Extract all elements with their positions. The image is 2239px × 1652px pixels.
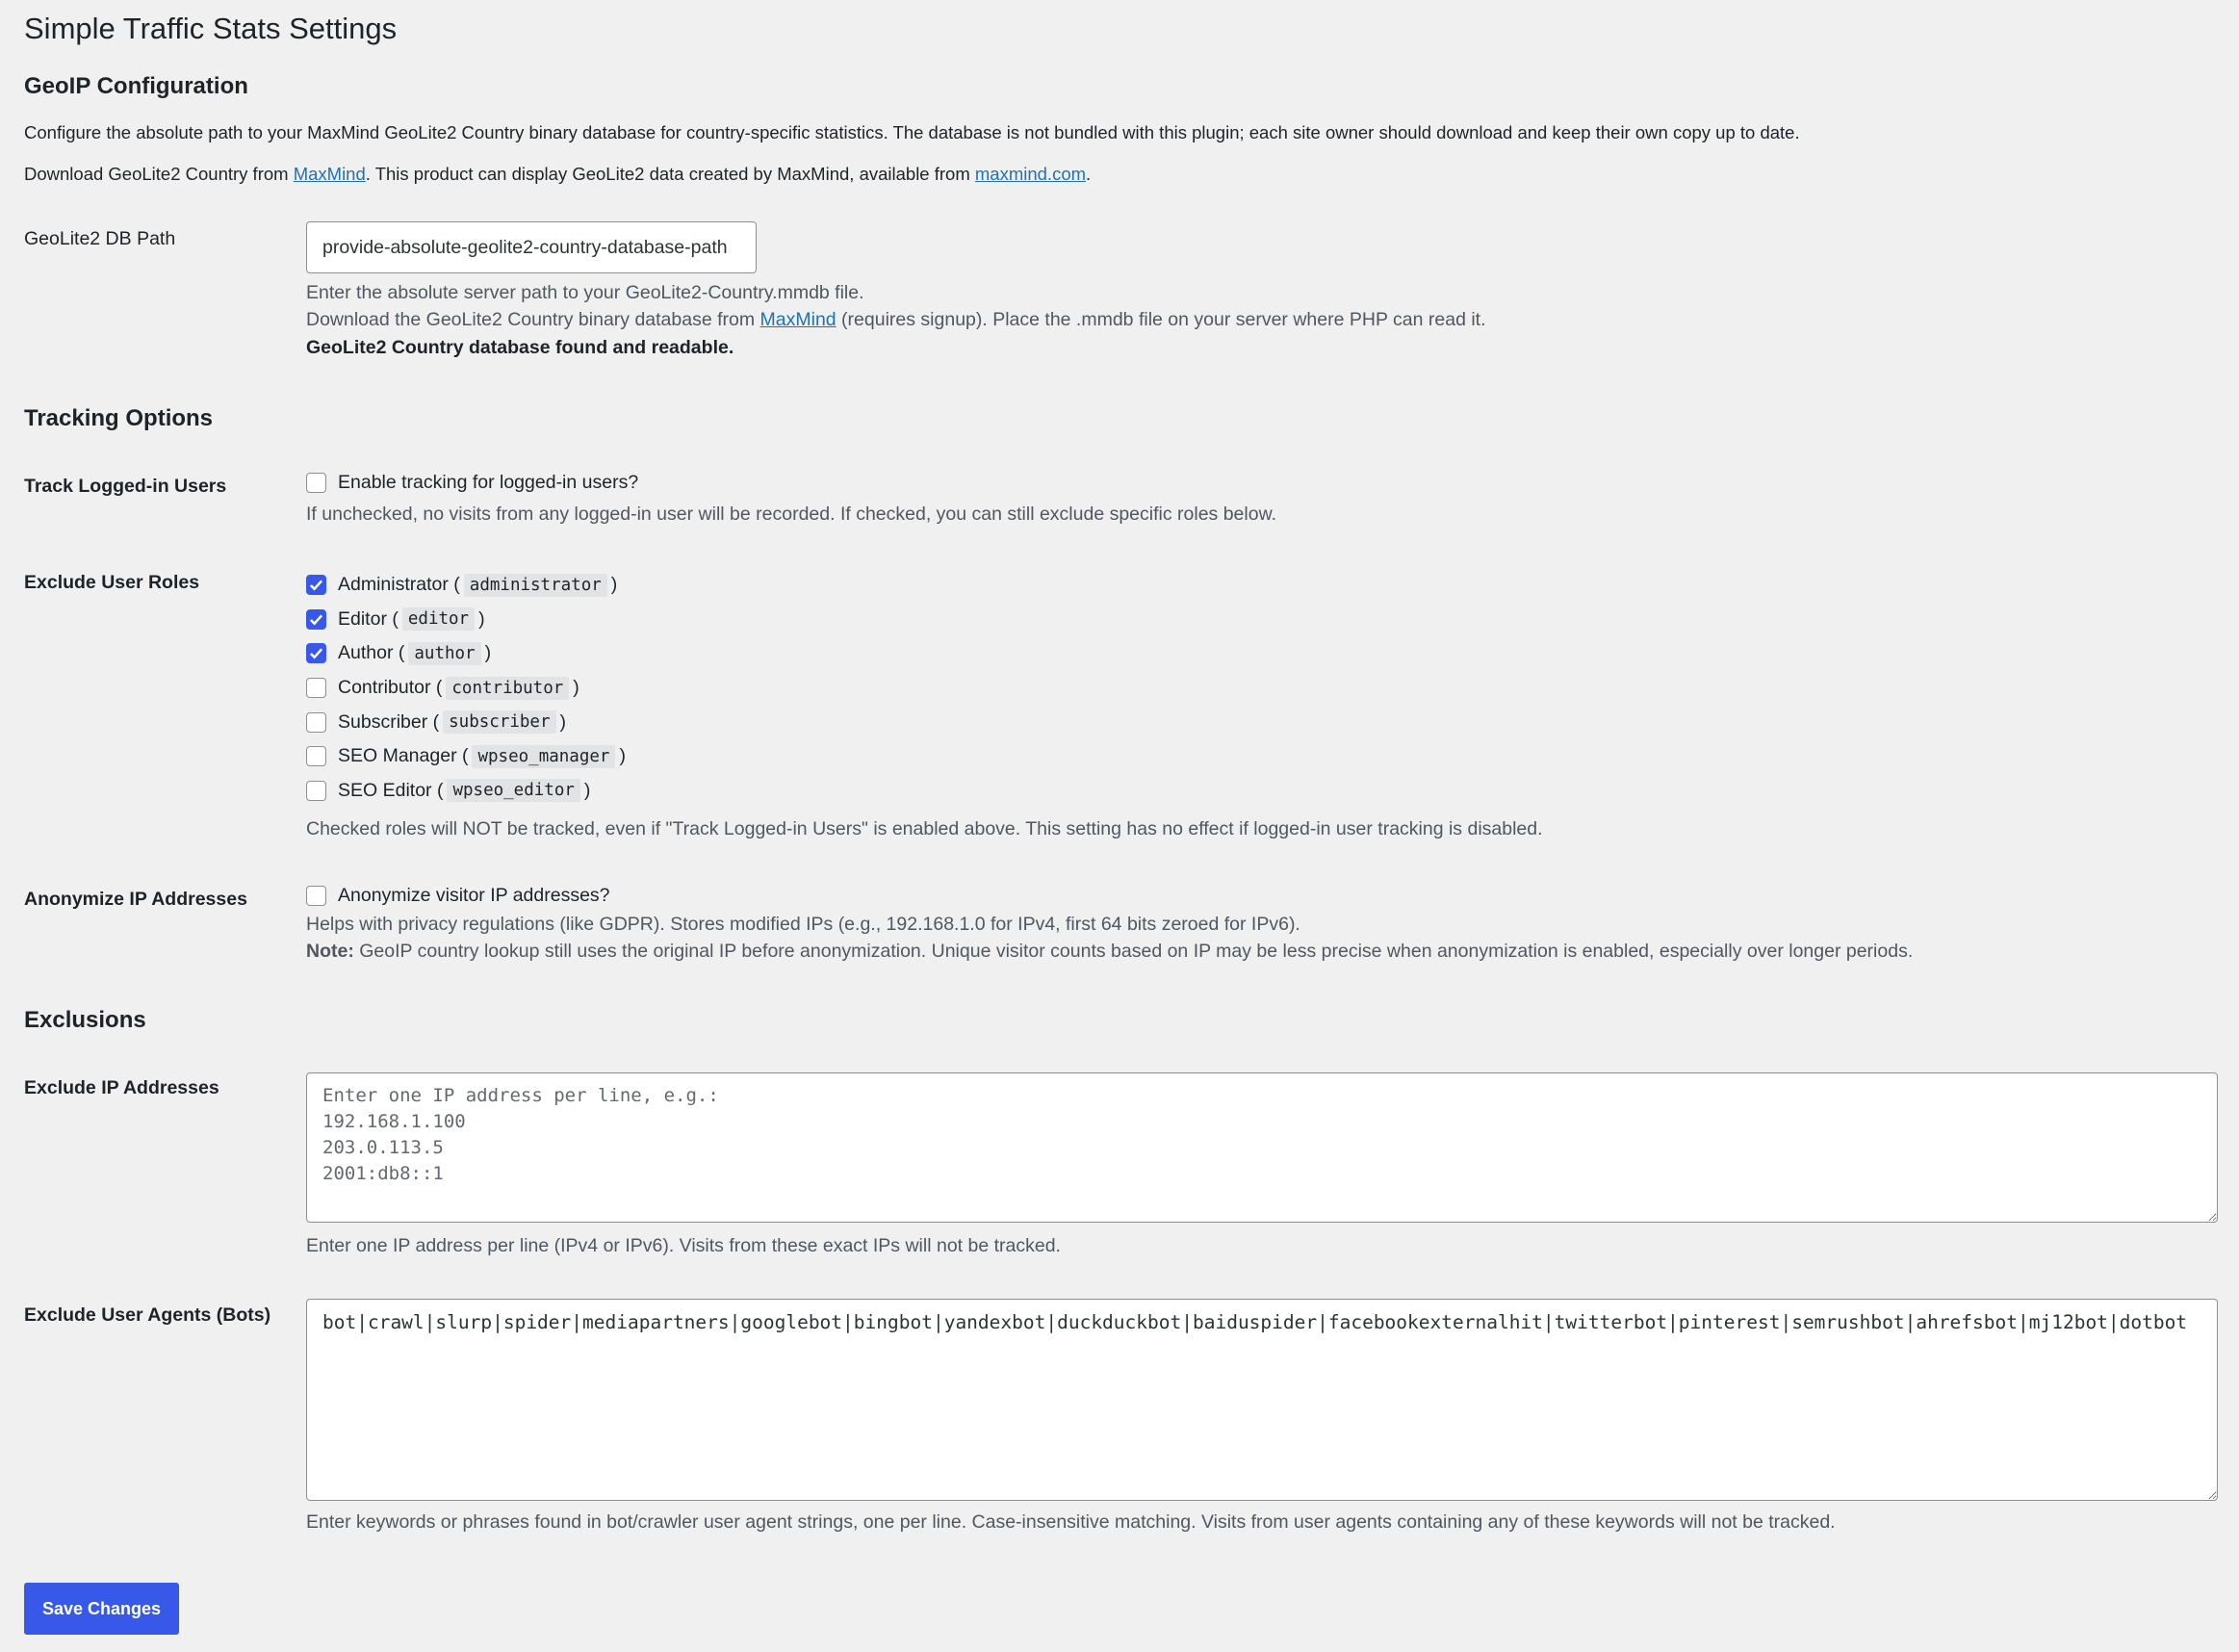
role-checkbox-seo-manager[interactable]: [306, 746, 326, 766]
db-path-download-desc: [306, 306, 2212, 333]
role-name: Administrator: [338, 574, 449, 596]
role-checkbox-seo-editor[interactable]: [306, 781, 326, 801]
anon-desc: Helps with privacy regulations (like GDPR). Stores modified IPs (e.g., 192.168.1.0 for IPv4, first 64 bits zeroed for IPv6).: [306, 914, 1300, 935]
save-changes-button[interactable]: Save Changes: [24, 1583, 179, 1635]
db-maxmind-link[interactable]: MaxMind: [759, 309, 836, 330]
roles-label: Exclude User Roles: [24, 572, 200, 593]
role-slug: wpseo_manager: [472, 745, 615, 768]
logged-in-checkbox[interactable]: [306, 473, 326, 493]
role-name: SEO Manager: [338, 745, 457, 767]
ua-textarea[interactable]: [306, 1299, 2218, 1501]
ip-desc: Enter one IP address per line (IPv4 or IPv6). Visits from these exact IPs will not be tracked.: [306, 1235, 1061, 1256]
anon-field-group: [306, 880, 2212, 965]
role-slug: editor: [402, 607, 475, 631]
role-name: Contributor: [338, 677, 431, 699]
anon-note: [306, 938, 2212, 965]
maxmind-link[interactable]: MaxMind: [293, 164, 366, 184]
db-path-label: GeoLite2 DB Path: [24, 228, 176, 249]
roles-field-group: [306, 568, 2212, 842]
role-name: Subscriber: [338, 710, 428, 733]
anon-note-text: GeoIP country lookup still uses the original IP before anonymization. Unique visitor counts based on IP may be less precise when anonymization is enabled, especially over longer periods.: [353, 941, 1914, 962]
role-slug: subscriber: [443, 710, 555, 734]
anon-note-label: Note:: [306, 941, 354, 962]
role-name: SEO Editor: [338, 779, 432, 801]
tracking-section-title: Tracking Options: [24, 405, 214, 431]
role-slug: author: [408, 642, 480, 665]
role-option-contributor[interactable]: Contributor ( contributor ): [306, 671, 2212, 706]
role-checkbox-administrator[interactable]: [306, 575, 326, 595]
db-path-input[interactable]: [306, 221, 757, 273]
role-option-administrator[interactable]: Administrator ( administrator ): [306, 568, 2212, 603]
roles-desc: Checked roles will NOT be tracked, even if "Track Logged-in Users" is enabled above. This setting has no effect if logged-in user tracking is disabled.: [306, 818, 1543, 840]
role-checkbox-contributor[interactable]: [306, 678, 326, 698]
role-name: Author: [338, 642, 394, 664]
ua-field-group: [306, 1299, 2218, 1536]
anon-option[interactable]: [306, 880, 2212, 911]
ua-desc: Enter keywords or phrases found in bot/crawler user agent strings, one per line. Case-insensitive matching. Visits from user agents containing any of these keywords will not be tracked.: [306, 1511, 1836, 1533]
geoip-intro: Configure the absolute path to your MaxMind GeoLite2 Country binary database for country-specific statistics. The database is not bundled with this plugin; each site owner should download and keep their own copy up to date.: [24, 122, 1800, 142]
role-checkbox-editor[interactable]: [306, 609, 326, 630]
anon-label: Anonymize IP Addresses: [24, 889, 247, 910]
role-name: Editor: [338, 607, 387, 630]
download-note-suffix: .: [1086, 164, 1092, 184]
db-status: GeoLite2 Country database found and readable.: [306, 337, 734, 358]
ua-label: Exclude User Agents (Bots): [24, 1304, 271, 1326]
role-slug: wpseo_editor: [447, 779, 579, 802]
logged-in-desc: If unchecked, no visits from any logged-in user will be recorded. If checked, you can still exclude specific roles below.: [306, 503, 1277, 525]
geoip-download-note: [24, 161, 2219, 188]
role-option-seo-editor[interactable]: SEO Editor ( wpseo_editor ): [306, 774, 2212, 809]
db-path-field-group: [306, 221, 2212, 362]
role-slug: contributor: [446, 677, 569, 700]
anon-checkbox[interactable]: [306, 886, 326, 906]
ip-textarea[interactable]: [306, 1072, 2218, 1223]
role-checkbox-subscriber[interactable]: [306, 712, 326, 733]
anon-checkbox-label: Anonymize visitor IP addresses?: [338, 884, 610, 906]
role-option-author[interactable]: Author ( author ): [306, 636, 2212, 671]
maxmind-com-link[interactable]: maxmind.com: [974, 164, 1087, 184]
role-slug: administrator: [464, 574, 607, 597]
ip-label: Exclude IP Addresses: [24, 1077, 219, 1098]
role-checkbox-author[interactable]: [306, 643, 326, 663]
logged-in-label: Track Logged-in Users: [24, 476, 227, 497]
exclusions-section-title: Exclusions: [24, 1007, 146, 1033]
db-download-suffix: (requires signup). Place the .mmdb file on your server where PHP can read it.: [836, 309, 1486, 330]
geoip-section-title: GeoIP Configuration: [24, 73, 248, 99]
db-path-desc: Enter the absolute server path to your GeoLite2-Country.mmdb file.: [306, 282, 864, 303]
logged-in-field-group: [306, 466, 2212, 528]
logged-in-option[interactable]: [306, 466, 2212, 501]
roles-list: [306, 568, 2212, 808]
logged-in-checkbox-label: Enable tracking for logged-in users?: [338, 472, 639, 494]
download-note-middle: . This product can display GeoLite2 data created by MaxMind, available from: [365, 164, 975, 184]
ip-field-group: [306, 1072, 2218, 1259]
download-note-prefix: Download GeoLite2 Country from: [24, 164, 294, 184]
db-download-prefix: Download the GeoLite2 Country binary database from: [306, 309, 760, 330]
role-option-subscriber[interactable]: Subscriber ( subscriber ): [306, 705, 2212, 739]
role-option-editor[interactable]: Editor ( editor ): [306, 603, 2212, 637]
role-option-seo-manager[interactable]: SEO Manager ( wpseo_manager ): [306, 739, 2212, 774]
page-title: Simple Traffic Stats Settings: [24, 12, 398, 45]
